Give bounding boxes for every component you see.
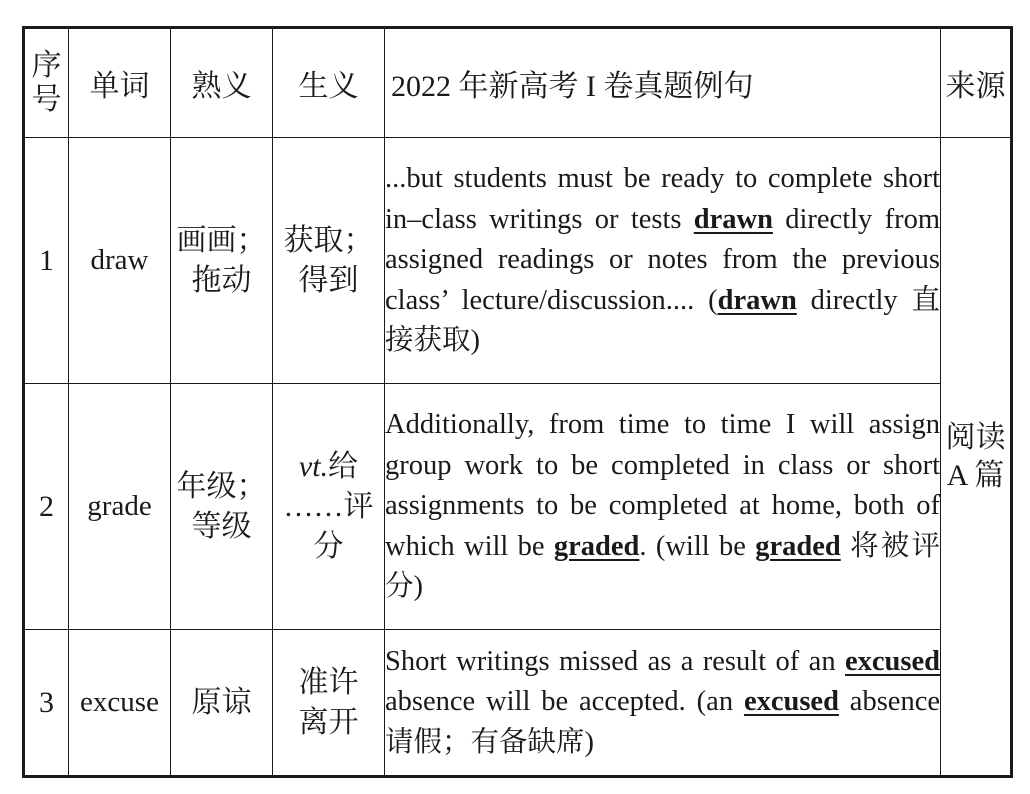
keyword: drawn	[693, 203, 773, 235]
part-of-speech: vt.	[298, 449, 329, 483]
row-word: grade	[69, 384, 171, 630]
row-unfamiliar-meaning	[273, 138, 385, 384]
example-text: Additionally, from time to time I will assign group work to be completed in class or short assignments to be completed at home, both of which will be	[385, 409, 940, 562]
row-familiar-meaning	[171, 384, 273, 630]
familiar-line: 拖动	[191, 263, 252, 297]
unfamiliar-line: 给	[328, 449, 359, 483]
unfamiliar-line: ……评	[283, 489, 374, 523]
source-line: 阅读	[945, 420, 1006, 454]
keyword: excused	[845, 645, 940, 677]
keyword: excused	[743, 686, 839, 718]
row-unfamiliar-meaning	[273, 630, 385, 777]
header-word: 单词	[69, 28, 171, 138]
example-text: ...but students must be ready to complete short in–class writings or tests	[385, 163, 940, 235]
unfamiliar-line: 得到	[298, 263, 359, 297]
row-word: excuse	[69, 630, 171, 777]
row-unfamiliar-meaning	[273, 384, 385, 630]
example-text: . (will be	[639, 530, 756, 562]
header-familiar: 熟义	[171, 28, 273, 138]
familiar-line: 等级	[191, 509, 252, 543]
unfamiliar-line: 离开	[298, 705, 359, 739]
keyword: drawn	[717, 284, 797, 316]
header-example: 2022 年新高考 I 卷真题例句	[385, 28, 941, 138]
example-text: directly from assigned readings or notes from the previous class’ lecture/discussion.... (	[385, 203, 940, 316]
row-example-sentence	[385, 630, 941, 777]
header-seq-text: 序号	[31, 49, 62, 116]
row-number: 1	[24, 138, 69, 384]
example-text: absence will be accepted. (an	[385, 686, 744, 718]
table-row	[24, 630, 1012, 777]
table-row	[24, 138, 1012, 384]
header-unfamiliar: 生义	[273, 28, 385, 138]
header-source: 来源	[941, 28, 1012, 138]
example-text: 将被评分)	[385, 530, 940, 603]
familiar-line: 年级；	[176, 469, 267, 503]
unfamiliar-line: 分	[313, 529, 344, 563]
row-word: draw	[69, 138, 171, 384]
unfamiliar-line: 准许	[298, 665, 359, 699]
row-example-sentence	[385, 138, 941, 384]
row-familiar-meaning	[171, 138, 273, 384]
example-text: absence 请假；有备缺席)	[385, 686, 940, 758]
familiar-line: 原谅	[191, 685, 252, 719]
vocabulary-table	[22, 26, 1013, 778]
example-text: directly 直接获取)	[385, 284, 940, 357]
row-number: 3	[24, 630, 69, 777]
source-cell	[941, 138, 1012, 777]
unfamiliar-line: 获取；	[283, 223, 374, 257]
header-seq	[24, 28, 69, 138]
row-number: 2	[24, 384, 69, 630]
familiar-line: 画画；	[176, 223, 267, 257]
header-row	[24, 28, 1012, 138]
row-example-sentence	[385, 384, 941, 630]
source-line: A 篇	[946, 458, 1005, 492]
example-text: Short writings missed as a result of an	[385, 645, 845, 677]
keyword: graded	[755, 530, 841, 562]
keyword: graded	[553, 530, 640, 562]
table-row	[24, 384, 1012, 630]
row-familiar-meaning	[171, 630, 273, 777]
